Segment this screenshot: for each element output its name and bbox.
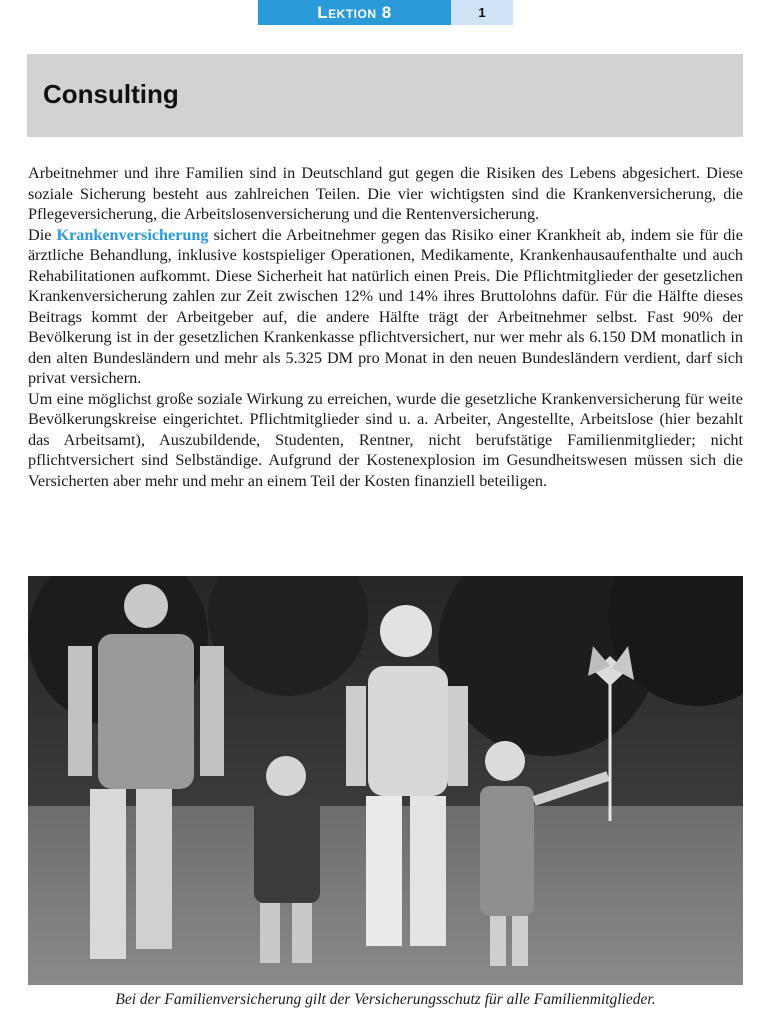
title-banner xyxy=(27,54,743,137)
page-number-label: 1 xyxy=(478,5,486,20)
photo-caption: Bei der Familienversicherung gilt der Versicherungsschutz für alle Familienmitglieder. xyxy=(115,991,656,1008)
keyword-krankenversicherung: Krankenversicherung xyxy=(56,225,209,244)
family-photo xyxy=(28,576,743,985)
paragraph-members: Um eine möglichst große soziale Wirkung zu erreichen, wurde die gesetzliche Krankenversicherung für weite Bevölkerungskreise eingerichtet. Pflichtmitglieder sind u. a. Arbeiter, Angestellte, Arbeitslose (hier bezahlt das Arbeitsamt), Auszubildende, Studenten, Rentner, nicht berufstätige Familienmitglieder; nicht pflichtversichert sind Selbständige. Aufgrund der Kostenexplosion im Gesundheitswesen müssen sich die Versicherten aber mehr und mehr an einem Teil der Kosten finanziell beteiligen. xyxy=(28,389,743,490)
family-photo-illustration xyxy=(28,576,743,985)
paragraph-prefix: Die xyxy=(28,225,57,244)
paragraph-rest: sichert die Arbeitnehmer gegen das Risiko einer Krankheit ab, indem sie für die ärztliche Behandlung, inklusive kostspieliger Operationen, Medikamente, Krankenhausaufenthalte und auch Rehabilitationen aufkommt. Diese Sicherheit hat natürlich einen Preis. Die Pflichtmitglieder der gesetzlichen Krankenversicherung zahlen zur Zeit zwischen 12% und 14% ihres Bruttolohns dafür. Für die Hälfte dieses Beitrags kommt der Arbeitgeber auf, die andere Hälfte trägt der Arbeitnehmer selbst. Fast 90% der Bevölkerung ist in der gesetzlichen Krankenkasse pflichtversichert, nur wer mehr als 6.150 DM monatlich in den alten Bundesländern und mehr als 5.325 DM pro Monat in den neuen Bundesländern verdient, darf sich privat versichern. xyxy=(28,225,743,387)
lesson-label: Lektion 8 xyxy=(317,2,392,22)
paragraph-intro: Arbeitnehmer und ihre Familien sind in Deutschland gut gegen die Risiken des Lebens abgesichert. Diese soziale Sicherung besteht aus zahlreichen Teilen. Die vier wichtigsten sind die Krankenversicherung, die Pflegeversicherung, die Arbeitslosenversicherung und die Rentenversicherung. xyxy=(28,164,743,223)
paragraph-health-insurance xyxy=(28,225,743,389)
page-title: Consulting xyxy=(43,79,179,109)
lesson-tab xyxy=(258,0,451,25)
article-body xyxy=(28,163,743,491)
page-number xyxy=(451,0,513,25)
